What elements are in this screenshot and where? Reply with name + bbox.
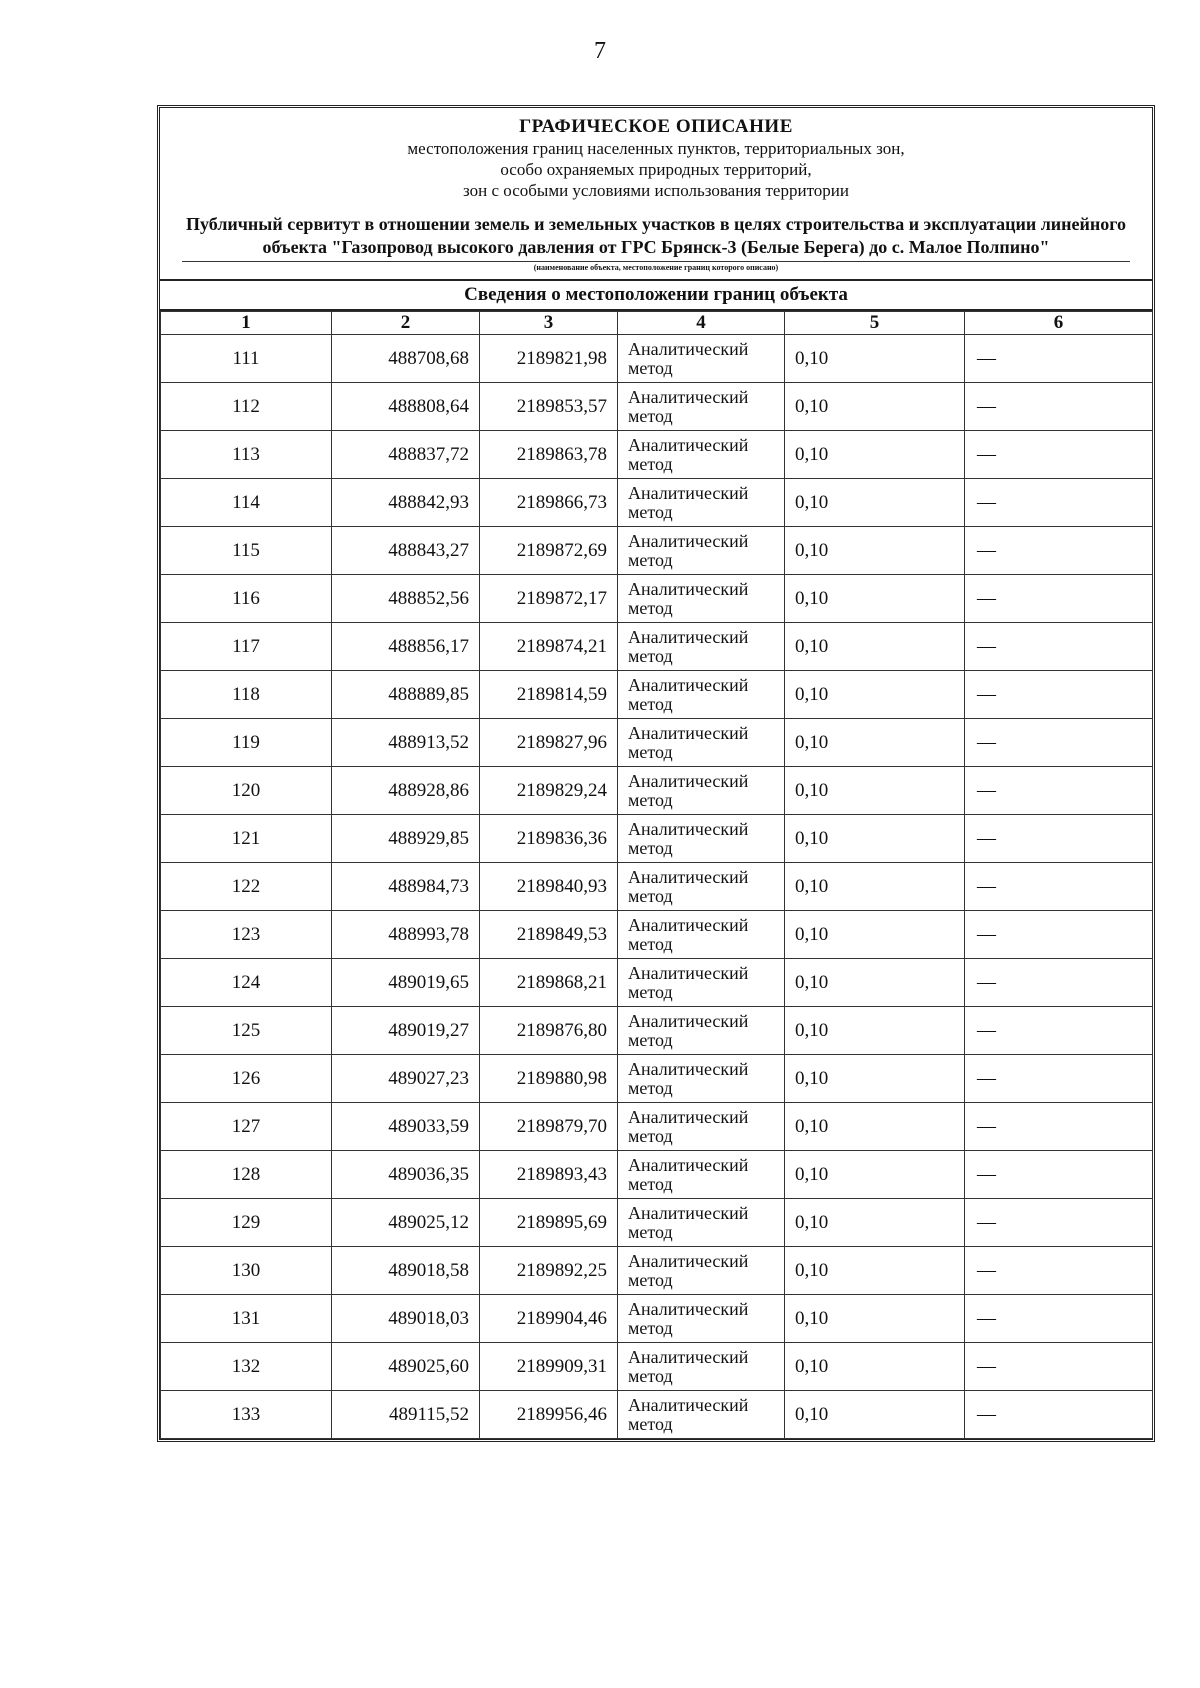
y-coordinate-cell: 2189829,24 — [480, 767, 618, 815]
table-row — [161, 623, 1153, 671]
method-cell: Аналитический метод — [618, 479, 785, 527]
x-coordinate-cell: 488852,56 — [332, 575, 480, 623]
table-row — [161, 383, 1153, 431]
x-coordinate-cell: 488929,85 — [332, 815, 480, 863]
note-cell: — — [965, 719, 1153, 767]
table-row — [161, 431, 1153, 479]
table-row — [161, 863, 1153, 911]
method-cell: Аналитический метод — [618, 1007, 785, 1055]
y-coordinate-cell: 2189836,36 — [480, 815, 618, 863]
method-cell: Аналитический метод — [618, 383, 785, 431]
note-cell: — — [965, 575, 1153, 623]
table-row — [161, 719, 1153, 767]
note-cell: — — [965, 1343, 1153, 1391]
method-cell: Аналитический метод — [618, 1247, 785, 1295]
column-header-1: 1 — [161, 312, 332, 335]
note-cell: — — [965, 431, 1153, 479]
x-coordinate-cell: 488842,93 — [332, 479, 480, 527]
precision-cell: 0,10 — [785, 863, 965, 911]
x-coordinate-cell: 489019,65 — [332, 959, 480, 1007]
point-number-cell: 125 — [161, 1007, 332, 1055]
precision-cell: 0,10 — [785, 479, 965, 527]
x-coordinate-cell: 489027,23 — [332, 1055, 480, 1103]
note-cell: — — [965, 1103, 1153, 1151]
note-cell: — — [965, 671, 1153, 719]
x-coordinate-cell: 488889,85 — [332, 671, 480, 719]
method-cell: Аналитический метод — [618, 623, 785, 671]
note-cell: — — [965, 815, 1153, 863]
point-number-cell: 117 — [161, 623, 332, 671]
point-number-cell: 113 — [161, 431, 332, 479]
note-cell: — — [965, 527, 1153, 575]
subtitle-line-3: зон с особыми условиями использования территории — [463, 181, 849, 200]
y-coordinate-cell: 2189866,73 — [480, 479, 618, 527]
precision-cell: 0,10 — [785, 815, 965, 863]
y-coordinate-cell: 2189849,53 — [480, 911, 618, 959]
point-number-cell: 129 — [161, 1199, 332, 1247]
table-row — [161, 815, 1153, 863]
table-row — [161, 911, 1153, 959]
section-title: Сведения о местоположении границ объекта — [160, 281, 1152, 311]
table-row — [161, 1007, 1153, 1055]
precision-cell: 0,10 — [785, 575, 965, 623]
table-row — [161, 1343, 1153, 1391]
y-coordinate-cell: 2189893,43 — [480, 1151, 618, 1199]
method-cell: Аналитический метод — [618, 719, 785, 767]
x-coordinate-cell: 488856,17 — [332, 623, 480, 671]
x-coordinate-cell: 489025,60 — [332, 1343, 480, 1391]
y-coordinate-cell: 2189827,96 — [480, 719, 618, 767]
note-cell: — — [965, 911, 1153, 959]
method-cell: Аналитический метод — [618, 671, 785, 719]
x-coordinate-cell: 489036,35 — [332, 1151, 480, 1199]
document-title: ГРАФИЧЕСКОЕ ОПИСАНИЕ — [519, 116, 793, 137]
y-coordinate-cell: 2189874,21 — [480, 623, 618, 671]
x-coordinate-cell: 489019,27 — [332, 1007, 480, 1055]
point-number-cell: 130 — [161, 1247, 332, 1295]
x-coordinate-cell: 488808,64 — [332, 383, 480, 431]
table-row — [161, 1151, 1153, 1199]
y-coordinate-cell: 2189880,98 — [480, 1055, 618, 1103]
method-cell: Аналитический метод — [618, 1295, 785, 1343]
x-coordinate-cell: 488928,86 — [332, 767, 480, 815]
method-cell: Аналитический метод — [618, 431, 785, 479]
x-coordinate-cell: 489018,03 — [332, 1295, 480, 1343]
precision-cell: 0,10 — [785, 1391, 965, 1439]
precision-cell: 0,10 — [785, 623, 965, 671]
header-block — [160, 108, 1152, 281]
precision-cell: 0,10 — [785, 431, 965, 479]
table-row — [161, 1199, 1153, 1247]
object-name-caption: (наименование объекта, местоположение границ которого описано) — [533, 263, 779, 272]
precision-cell: 0,10 — [785, 1199, 965, 1247]
y-coordinate-cell: 2189863,78 — [480, 431, 618, 479]
y-coordinate-cell: 2189814,59 — [480, 671, 618, 719]
point-number-cell: 116 — [161, 575, 332, 623]
note-cell: — — [965, 959, 1153, 1007]
point-number-cell: 133 — [161, 1391, 332, 1439]
note-cell: — — [965, 1151, 1153, 1199]
point-number-cell: 123 — [161, 911, 332, 959]
x-coordinate-cell: 488993,78 — [332, 911, 480, 959]
note-cell: — — [965, 1199, 1153, 1247]
precision-cell: 0,10 — [785, 719, 965, 767]
method-cell: Аналитический метод — [618, 1343, 785, 1391]
precision-cell: 0,10 — [785, 1247, 965, 1295]
column-header-3: 3 — [480, 312, 618, 335]
method-cell: Аналитический метод — [618, 1103, 785, 1151]
method-cell: Аналитический метод — [618, 863, 785, 911]
point-number-cell: 119 — [161, 719, 332, 767]
note-cell: — — [965, 383, 1153, 431]
point-number-cell: 124 — [161, 959, 332, 1007]
precision-cell: 0,10 — [785, 911, 965, 959]
note-cell: — — [965, 1007, 1153, 1055]
method-cell: Аналитический метод — [618, 959, 785, 1007]
table-row — [161, 575, 1153, 623]
point-number-cell: 126 — [161, 1055, 332, 1103]
point-number-cell: 111 — [161, 335, 332, 383]
x-coordinate-cell: 488708,68 — [332, 335, 480, 383]
precision-cell: 0,10 — [785, 1055, 965, 1103]
note-cell: — — [965, 623, 1153, 671]
precision-cell: 0,10 — [785, 335, 965, 383]
y-coordinate-cell: 2189956,46 — [480, 1391, 618, 1439]
table-row — [161, 767, 1153, 815]
method-cell: Аналитический метод — [618, 1199, 785, 1247]
x-coordinate-cell: 489025,12 — [332, 1199, 480, 1247]
precision-cell: 0,10 — [785, 767, 965, 815]
y-coordinate-cell: 2189872,69 — [480, 527, 618, 575]
page-number: 7 — [594, 38, 606, 64]
y-coordinate-cell: 2189895,69 — [480, 1199, 618, 1247]
point-number-cell: 120 — [161, 767, 332, 815]
note-cell: — — [965, 1247, 1153, 1295]
precision-cell: 0,10 — [785, 1103, 965, 1151]
precision-cell: 0,10 — [785, 959, 965, 1007]
point-number-cell: 122 — [161, 863, 332, 911]
method-cell: Аналитический метод — [618, 527, 785, 575]
method-cell: Аналитический метод — [618, 575, 785, 623]
object-name: Публичный сервитут в отношении земель и земельных участков в целях строительства и эксплуатации линейного объекта "Газопровод высокого давления от ГРС Брянск-3 (Белые Берега) до с. Малое Полпино" — [186, 214, 1126, 257]
method-cell: Аналитический метод — [618, 911, 785, 959]
precision-cell: 0,10 — [785, 527, 965, 575]
table-body — [161, 335, 1153, 1439]
table-row — [161, 527, 1153, 575]
column-header-5: 5 — [785, 312, 965, 335]
y-coordinate-cell: 2189876,80 — [480, 1007, 618, 1055]
precision-cell: 0,10 — [785, 1343, 965, 1391]
subtitle-line-2: особо охраняемых природных территорий, — [500, 160, 812, 179]
column-header-6: 6 — [965, 312, 1153, 335]
table-header-row — [161, 312, 1153, 335]
method-cell: Аналитический метод — [618, 767, 785, 815]
point-number-cell: 131 — [161, 1295, 332, 1343]
table-row — [161, 335, 1153, 383]
x-coordinate-cell: 488837,72 — [332, 431, 480, 479]
method-cell: Аналитический метод — [618, 1151, 785, 1199]
point-number-cell: 121 — [161, 815, 332, 863]
point-number-cell: 114 — [161, 479, 332, 527]
subtitle-line-1: местоположения границ населенных пунктов, территориальных зон, — [407, 139, 905, 158]
note-cell: — — [965, 479, 1153, 527]
precision-cell: 0,10 — [785, 1007, 965, 1055]
note-cell: — — [965, 863, 1153, 911]
point-number-cell: 132 — [161, 1343, 332, 1391]
y-coordinate-cell: 2189909,31 — [480, 1343, 618, 1391]
point-number-cell: 127 — [161, 1103, 332, 1151]
note-cell: — — [965, 1295, 1153, 1343]
y-coordinate-cell: 2189821,98 — [480, 335, 618, 383]
table-row — [161, 959, 1153, 1007]
y-coordinate-cell: 2189840,93 — [480, 863, 618, 911]
point-number-cell: 115 — [161, 527, 332, 575]
x-coordinate-cell: 489115,52 — [332, 1391, 480, 1439]
y-coordinate-cell: 2189853,57 — [480, 383, 618, 431]
x-coordinate-cell: 488843,27 — [332, 527, 480, 575]
coordinates-table — [160, 311, 1153, 1439]
x-coordinate-cell: 488984,73 — [332, 863, 480, 911]
precision-cell: 0,10 — [785, 383, 965, 431]
x-coordinate-cell: 489033,59 — [332, 1103, 480, 1151]
column-header-4: 4 — [618, 312, 785, 335]
y-coordinate-cell: 2189879,70 — [480, 1103, 618, 1151]
table-row — [161, 479, 1153, 527]
point-number-cell: 128 — [161, 1151, 332, 1199]
table-row — [161, 1247, 1153, 1295]
note-cell: — — [965, 767, 1153, 815]
table-row — [161, 1391, 1153, 1439]
point-number-cell: 112 — [161, 383, 332, 431]
method-cell: Аналитический метод — [618, 1055, 785, 1103]
table-row — [161, 1103, 1153, 1151]
precision-cell: 0,10 — [785, 671, 965, 719]
y-coordinate-cell: 2189904,46 — [480, 1295, 618, 1343]
method-cell: Аналитический метод — [618, 335, 785, 383]
method-cell: Аналитический метод — [618, 815, 785, 863]
table-row — [161, 671, 1153, 719]
table-row — [161, 1055, 1153, 1103]
note-cell: — — [965, 1055, 1153, 1103]
precision-cell: 0,10 — [785, 1295, 965, 1343]
precision-cell: 0,10 — [785, 1151, 965, 1199]
y-coordinate-cell: 2189872,17 — [480, 575, 618, 623]
method-cell: Аналитический метод — [618, 1391, 785, 1439]
x-coordinate-cell: 489018,58 — [332, 1247, 480, 1295]
note-cell: — — [965, 1391, 1153, 1439]
y-coordinate-cell: 2189892,25 — [480, 1247, 618, 1295]
table-row — [161, 1295, 1153, 1343]
document-form — [157, 105, 1155, 1442]
y-coordinate-cell: 2189868,21 — [480, 959, 618, 1007]
point-number-cell: 118 — [161, 671, 332, 719]
column-header-2: 2 — [332, 312, 480, 335]
x-coordinate-cell: 488913,52 — [332, 719, 480, 767]
note-cell: — — [965, 335, 1153, 383]
